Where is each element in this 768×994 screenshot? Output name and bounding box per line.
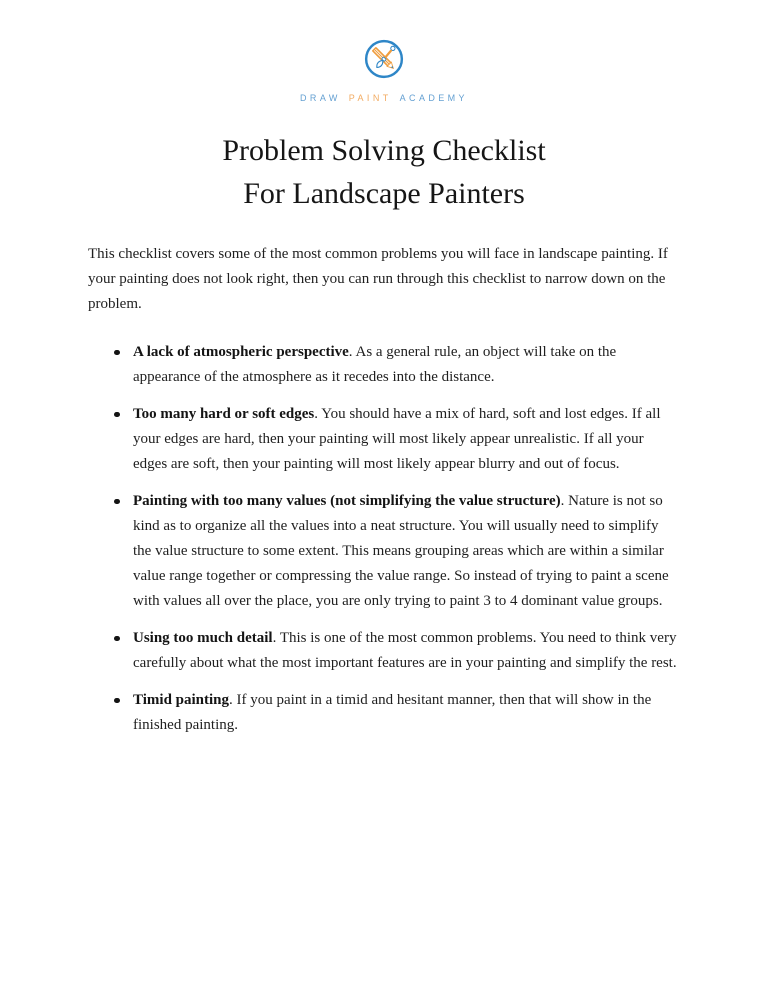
page-title [88,129,680,215]
checklist-item-lead: Too many hard or soft edges [133,406,315,422]
checklist-item-body: This is one of the most common problems. You need to think very carefully about what the most important features are in your painting and simplify the rest. [133,630,677,671]
checklist-item [88,489,680,614]
checklist-item-lead: Painting with too many values (not simplifying the value structure) [133,493,561,509]
lead-suffix: . [560,493,565,509]
checklist-item [88,626,680,676]
page-title-line-2: For Landscape Painters [243,177,525,210]
bullet-dot [114,350,120,356]
bullet-dot [114,698,120,704]
pencil-brush-logo-icon [363,38,405,80]
wordmark-word-draw: DRAW [300,93,341,103]
lead-suffix: . [229,692,233,708]
lead-suffix: . [314,406,319,422]
checklist-item [88,688,680,738]
lead-suffix: . [272,630,277,646]
bullet-dot [114,412,120,418]
wordmark-word-paint: PAINT [348,93,392,103]
checklist-item-body: As a general rule, an object will take on the appearance of the atmosphere as it recedes into the distance. [133,344,617,385]
checklist-item-lead: A lack of atmospheric perspective [133,344,349,360]
bullet-dot [114,636,120,642]
bullet-dot [114,499,120,505]
checklist-item [88,402,680,477]
checklist-item-body: If you paint in a timid and hesitant manner, then that will show in the finished painting. [133,692,652,733]
checklist-item-lead: Using too much detail [133,630,273,646]
problem-checklist [88,340,680,738]
checklist-item-body: You should have a mix of hard, soft and lost edges. If all your edges are hard, then your painting will most likely appear unrealistic. If all your edges are soft, then your painting will most likely appear blurry and out of focus. [133,406,661,472]
lead-suffix: . [348,344,353,360]
checklist-item-lead: Timid painting [133,692,230,708]
intro-paragraph: This checklist covers some of the most common problems you will face in landscape painting. If your painting does not look right, then you can run through this checklist to narrow down on the problem. [88,246,668,312]
checklist-item [88,340,680,390]
checklist-item-body: Nature is not so kind as to organize all the values into a neat structure. You will usually need to simplify the value structure to some extent. This means grouping areas which are within a similar value range together or compressing the value range. So instead of trying to paint a scene with values all over the place, you are only trying to paint 3 to 4 dominant value groups. [133,493,669,609]
brand-wordmark [88,92,680,104]
brand-logo [88,38,680,104]
wordmark-word-academy: ACADEMY [399,93,468,103]
page-title-line-1: Problem Solving Checklist [222,134,546,167]
